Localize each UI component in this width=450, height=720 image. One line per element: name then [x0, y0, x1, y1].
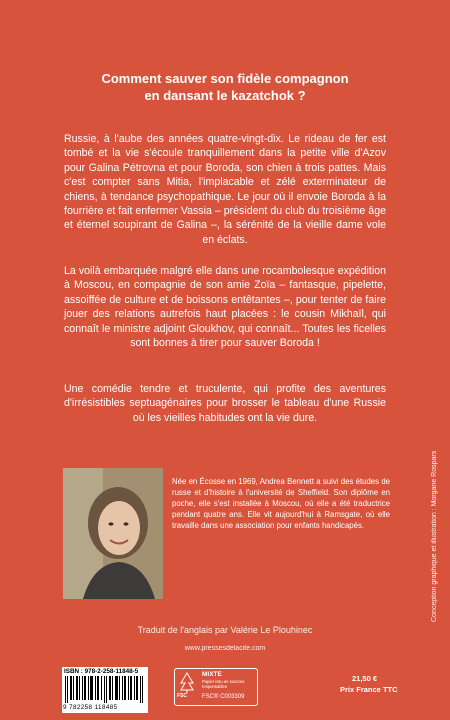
tagline-line-1: Comment sauver son fidèle compagnon: [101, 71, 349, 86]
synopsis-paragraph-3: Une comédie tendre et truculente, qui profite des aventures d'irrésistibles septuagénaires pour brosser le tableau d'une Russie où les vieilles habitudes ont la vie dure.: [64, 383, 386, 424]
fsc-code: FSC® C003309: [202, 694, 245, 700]
back-cover-tagline: [60, 70, 390, 104]
synopsis-paragraph-1: Russie, à l'aube des années quatre-vingt-dix. Le rideau de fer est tombé et la vie s'écoule tranquillement dans la petite ville d'Azov pour Galina Pétrovna et pour Boroda, son chien à trois pattes. Mais c'est compter sans Mitia, l'implacable et zélé exterminateur de chiens, à tendance psychopathique. Le jour où il envoie Boroda à la fourrière et fait enfermer Vassia – président du club du troisième âge et éternel soupirant de Galina –, la sérénité de la vieille dame vole en éclats.: [64, 133, 386, 246]
barcode-icon: [64, 676, 146, 703]
tagline-line-2: en dansant le kazatchok ?: [144, 88, 306, 103]
design-credit: Conception graphique et illustration : Morgane Rospars: [431, 450, 438, 622]
author-photo: [63, 468, 163, 599]
fsc-label: [174, 668, 258, 706]
fsc-description: Papier issu de sources responsables: [202, 679, 245, 689]
synopsis-paragraph-2: La voilà embarquée malgré elle dans une rocambolesque expédition à Moscou, en compagnie de son amie Zoïa – fantasque, pipelette, assoiffée de culture et de boissons entêtantes –, pour tenter de faire jouer des relations autrefois haut placées : le cousin Mikhaïl, qui connaît le ministre adjoint Gloukhov, qui connaît... Toutes les ficelles sont bonnes à tirer pour sauver Boroda !: [64, 265, 386, 350]
author-bio: Née en Écosse en 1969, Andrea Bennett a suivi des études de russe et d'histoire à l'université de Sheffield. Son diplôme en poche, elle s'est installée à Moscou, où elle a été traductrice pendant quatre ans. Elle vit aujourd'hui à Ramsgate, où elle travaille dans une association pour enfants handicapés.: [172, 477, 390, 530]
price-label: Prix France TTC: [340, 685, 398, 694]
barcode-digits: 9 782258 118485: [63, 704, 118, 711]
fsc-logo-text: FSC: [177, 693, 187, 699]
publisher-website: www.pressesdelacite.com: [184, 645, 266, 652]
isbn-barcode-block: [62, 667, 148, 713]
author-portrait-icon: [63, 468, 163, 599]
translator-credit: Traduit de l'anglais par Valérie Le Plouhinec: [137, 625, 313, 635]
price-value: 21,50 €: [352, 674, 378, 683]
isbn-label: ISBN : 978-2-258-11848-5: [64, 668, 139, 675]
fsc-title: MIXTE: [202, 671, 222, 678]
